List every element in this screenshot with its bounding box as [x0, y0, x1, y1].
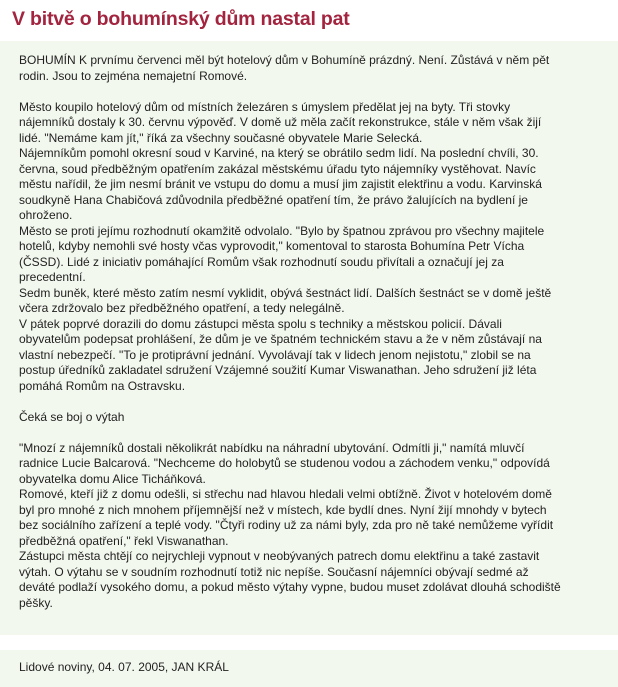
article-body [0, 41, 618, 635]
article-text-line: obyvatelům podepsat prohlášení, že dům je ve špatném technickém stavu a že v něm zůstávají na [19, 332, 542, 346]
article-text-line: rodin. Jsou to zejména nemajetní Romové. [19, 68, 248, 83]
article-text-line: bez sociálního zařízení a teplé vody. "Čtyři rodiny už za námi byly, zda pro ně také nemůžeme vyřídit [19, 518, 554, 532]
article-text-line: lidé. "Nemáme kam jít," říká za všechny současné obyvatele Marie Selecká. [19, 130, 423, 145]
article-text-line: června, soud předběžným opatřením zakázal městskému úřadu tyto nájemníky vystěhovat. Navíc [19, 161, 536, 176]
article-text-line: ohroženo. [19, 208, 73, 222]
article-text-line: hotelů, kdyby nemohli své hosty včas vyprovodit," komentoval to starosta Bohumína Petr Vícha [19, 239, 525, 253]
article-source-footer: Lidové noviny, 04. 07. 2005, JAN KRÁL [0, 650, 618, 687]
paragraph-gap [19, 425, 606, 441]
article-text-line: předběžná opatření," řekl Viswanathan. [19, 533, 229, 548]
article-text-line: pomáhá Romům na Ostravsku. [19, 378, 186, 393]
article-text-line: Město koupilo hotelový dům od místních železáren s úmyslem předělat jej na byty. Tři stovky [19, 99, 511, 114]
article-text-line: Romové, kteří již z domu odešli, si střechu nad hlavou hledali velmi obtížně. Život v hotelovém domě [19, 487, 552, 501]
article-text-line: včera zdržovalo bez předběžného opatření, a tedy nelegálně. [19, 301, 345, 315]
article-text-line: obyvatelka domu Alice Ticháňková. [19, 471, 206, 486]
article-text-line: "Mnozí z nájemníků dostali několikrát nabídku na náhradní ubytování. Odmítli ji," namítá mluvčí [19, 440, 525, 455]
article-text-line: radnice Lucie Balcarová. "Nechceme do holobytů se studenou vodou a záchodem venku," odpovídá [19, 456, 550, 470]
article-title: V bitvě o bohumínský dům nastal pat [12, 8, 350, 30]
paragraph-gap [19, 394, 606, 410]
article-text-line: (ČSSD). Lidé z iniciativ pomáhající Romům však rozhodnutí soudu přivítali a označují jej za [19, 254, 504, 269]
article-text-line: BOHUMÍN K prvnímu červenci měl být hotelový dům v Bohumíně prázdný. Není. Zůstává v něm pět [19, 53, 550, 67]
article-text-line: precedentní. [19, 270, 86, 284]
article-text-line: Sedm buněk, které město zatím nesmí vyklidit, obývá šestnáct lidí. Dalších šestnáct se v domě ještě [19, 285, 552, 300]
article-text-line: soudkyně Hana Chabičová zdůvodnila předběžné opatření tím, že právo žalujících na bydlení je [19, 192, 528, 207]
article-text-line: V pátek poprvé dorazili do domu zástupci města spolu s techniky a městskou policií. Dávali [19, 316, 502, 331]
article-text-line: byl pro mnohé z nich mnohem příjemnější než v místech, kde bydlí dnes. Nyní žijí mnohdy v bytech [19, 502, 547, 517]
article-text-line: výtah. O výtahu se v soudním rozhodnutí totiž nic nepíše. Současní nájemníci obývají sedmé až [19, 564, 529, 579]
paragraph-gap [19, 84, 606, 100]
article-text-line: vlastní nebezpečí. "To je protiprávní jednání. Vyvolávají tak v lidech jenom nejistotu," zlobil se na [19, 347, 531, 362]
article-text-line: Zástupci města chtějí co nejrychleji vypnout v neobývaných patrech domu elektřinu a také zastavit [19, 549, 540, 563]
article-text-line: pěšky. [19, 595, 53, 610]
article-text-line: Nájemníkům pomohl okresní soud v Karviné, na který se obrátilo sedm lidí. Na poslední chvíli, 30. [19, 146, 539, 160]
article-text-line: městu nařídil, že jim nesmí bránit ve vstupu do domu a musí jim zajistit elektřinu a vodu. Karvinská [19, 177, 542, 191]
article-text-line: deváté podlaží vysokého domu, a pokud město výtahy vypne, budou muset zdolávat dlouhá schodiště [19, 580, 561, 594]
article-text-line: Čeká se boj o výtah [19, 409, 125, 424]
article-text-line: postup úředníků zakladatel sdružení Vzájemné soužití Kumar Viswanathan. Jeho sdružení již léta [19, 363, 537, 377]
article-text-line: nájemníků dostaly k 30. červnu výpověď. V domě už měla začít rekonstrukce, stále v něm však žijí [19, 115, 542, 129]
article-text-line: Město se proti jejímu rozhodnutí okamžitě odvolalo. "Bylo by špatnou zprávou pro všechny majitele [19, 223, 545, 238]
